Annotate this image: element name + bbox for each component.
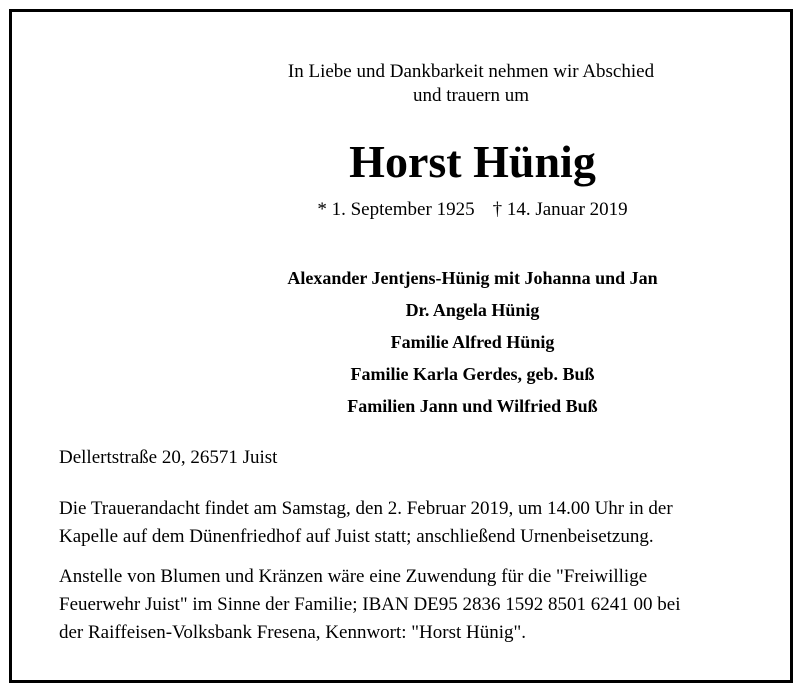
service-line-2: Kapelle auf dem Dünenfriedhof auf Juist statt; anschließend Urnenbeisetzung. <box>59 526 654 547</box>
donation-line-2: Feuerwehr Juist" im Sinne der Familie; IBAN DE95 2836 1592 8501 6241 00 bei <box>59 594 681 615</box>
address: Dellertstraße 20, 26571 Juist <box>59 447 278 468</box>
life-dates <box>0 198 800 222</box>
mourner-4: Familie Karla Gerdes, geb. Buß <box>350 364 595 384</box>
service-info <box>59 495 749 551</box>
mourner-2: Dr. Angela Hünig <box>405 300 540 320</box>
intro-line-2: und trauern um <box>412 85 530 106</box>
intro-line-1: In Liebe und Dankbarkeit nehmen wir Abschied <box>287 61 655 82</box>
death-date: † 14. Januar 2019 <box>492 199 628 220</box>
donation-info <box>59 563 749 647</box>
birth-date: * 1. September 1925 <box>317 199 475 220</box>
mourner-1: Alexander Jentjens-Hünig mit Johanna und Jan <box>287 268 658 288</box>
service-line-1: Die Trauerandacht findet am Samstag, den 2. Februar 2019, um 14.00 Uhr in der <box>59 498 673 519</box>
mourners-list <box>0 262 800 422</box>
mourner-5: Familien Jann und Wilfried Buß <box>347 396 598 416</box>
donation-line-1: Anstelle von Blumen und Kränzen wäre eine Zuwendung für die "Freiwillige <box>59 566 648 587</box>
donation-line-3: der Raiffeisen-Volksbank Fresena, Kennwort: "Horst Hünig". <box>59 622 527 643</box>
mourner-3: Familie Alfred Hünig <box>390 332 555 352</box>
deceased-name: Horst Hünig <box>349 136 596 187</box>
